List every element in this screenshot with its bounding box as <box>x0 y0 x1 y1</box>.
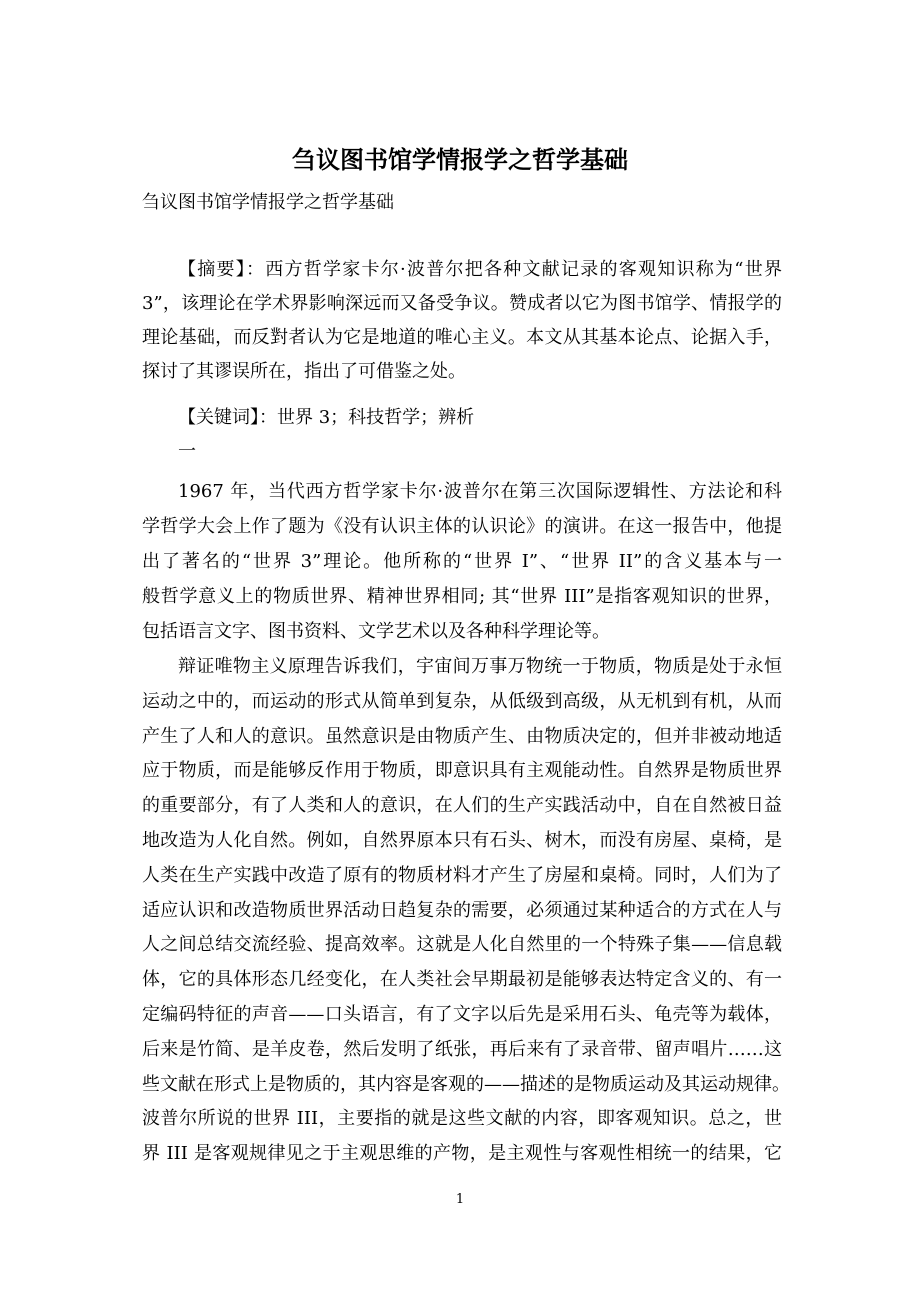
paragraph-line: 应于物质，而是能够反作用于物质，即意识具有主观能动性。自然界是物质世界 <box>142 760 782 782</box>
paragraph-line: 1967 年，当代西方哲学家卡尔·波普尔在第三次国际逻辑性、方法论和科 <box>178 481 782 502</box>
paragraph-line: 后来是竹简、是羊皮卷，然后发明了纸张，再后来有了录音带、留声唱片……这 <box>142 1038 782 1060</box>
paragraph-line: 包括语言文字、图书资料、文学艺术以及各种科学理论等。 <box>142 621 610 642</box>
paragraph-line: 的重要部分，有了人类和人的意识，在人们的生产实践活动中，自在自然被日益 <box>142 795 782 817</box>
paragraph-line: 人之间总结交流经验、提高效率。这就是人化自然里的一个特殊子集——信息载 <box>142 934 782 956</box>
paragraph-line: 般哲学意义上的物质世界、精神世界相同; 其“世界 III”是指客观知识的世界， <box>142 586 782 607</box>
document-subtitle: 刍议图书馆学情报学之哲学基础 <box>142 192 394 213</box>
section-number: 一 <box>178 441 196 462</box>
paragraph-line: 体，它的具体形态几经变化，在人类社会早期最初是能够表达特定含义的、有一 <box>142 969 782 991</box>
paragraph-line: 出了著名的“世界 3”理论。他所称的“世界 I”、“世界 II”的含义基本与一 <box>142 551 782 572</box>
abstract-line: 3”，该理论在学术界影响深远而又备受争议。赞成者以它为图书馆学、情报学的 <box>142 293 782 314</box>
paragraph-line: 地改造为人化自然。例如，自然界原本只有石头、树木，而没有房屋、桌椅，是 <box>142 830 782 851</box>
paragraph-line: 些文献在形式上是物质的，其内容是客观的——描述的是物质运动及其运动规律。 <box>142 1073 790 1095</box>
paragraph-line: 界 III 是客观规律见之于主观思维的产物，是主观性与客观性相统一的结果，它 <box>142 1143 782 1165</box>
keywords-line: 【关键词】：世界 3；科技哲学；辨析 <box>178 407 475 428</box>
paragraph-line: 波普尔所说的世界 III，主要指的就是这些文献的内容，即客观知识。总之，世 <box>142 1108 782 1130</box>
document-title: 刍议图书馆学情报学之哲学基础 <box>292 146 628 174</box>
paragraph-line: 适应认识和改造物质世界活动日趋复杂的需要，必须通过某种适合的方式在人与 <box>142 899 782 921</box>
abstract-line: 【摘要】：西方哲学家卡尔·波普尔把各种文献记录的客观知识称为“世界 <box>178 259 782 280</box>
paragraph-line: 辩证唯物主义原理告诉我们，宇宙间万事万物统一于物质，物质是处于永恒 <box>178 656 782 677</box>
paragraph-line: 产生了人和人的意识。虽然意识是由物质产生、由物质决定的，但并非被动地适 <box>142 725 782 747</box>
abstract-line: 探讨了其谬误所在，指出了可借鉴之处。 <box>142 361 466 382</box>
paragraph-line: 学哲学大会上作了题为《没有认识主体的认识论》的演讲。在这一报告中，他提 <box>142 516 782 537</box>
paragraph-line: 定编码特征的声音——口头语言，有了文字以后先是采用石头、龟壳等为载体， <box>142 1004 782 1025</box>
page-number: 1 <box>455 1192 465 1207</box>
paragraph-line: 人类在生产实践中改造了原有的物质材料才产生了房屋和桌椅。同时，人们为了 <box>142 864 782 886</box>
paragraph-line: 运动之中的，而运动的形式从简单到复杂，从低级到高级，从无机到有机，从而 <box>142 690 782 712</box>
abstract-line: 理论基础，而反對者认为它是地道的唯心主义。本文从其基本论点、论据入手， <box>142 327 782 348</box>
